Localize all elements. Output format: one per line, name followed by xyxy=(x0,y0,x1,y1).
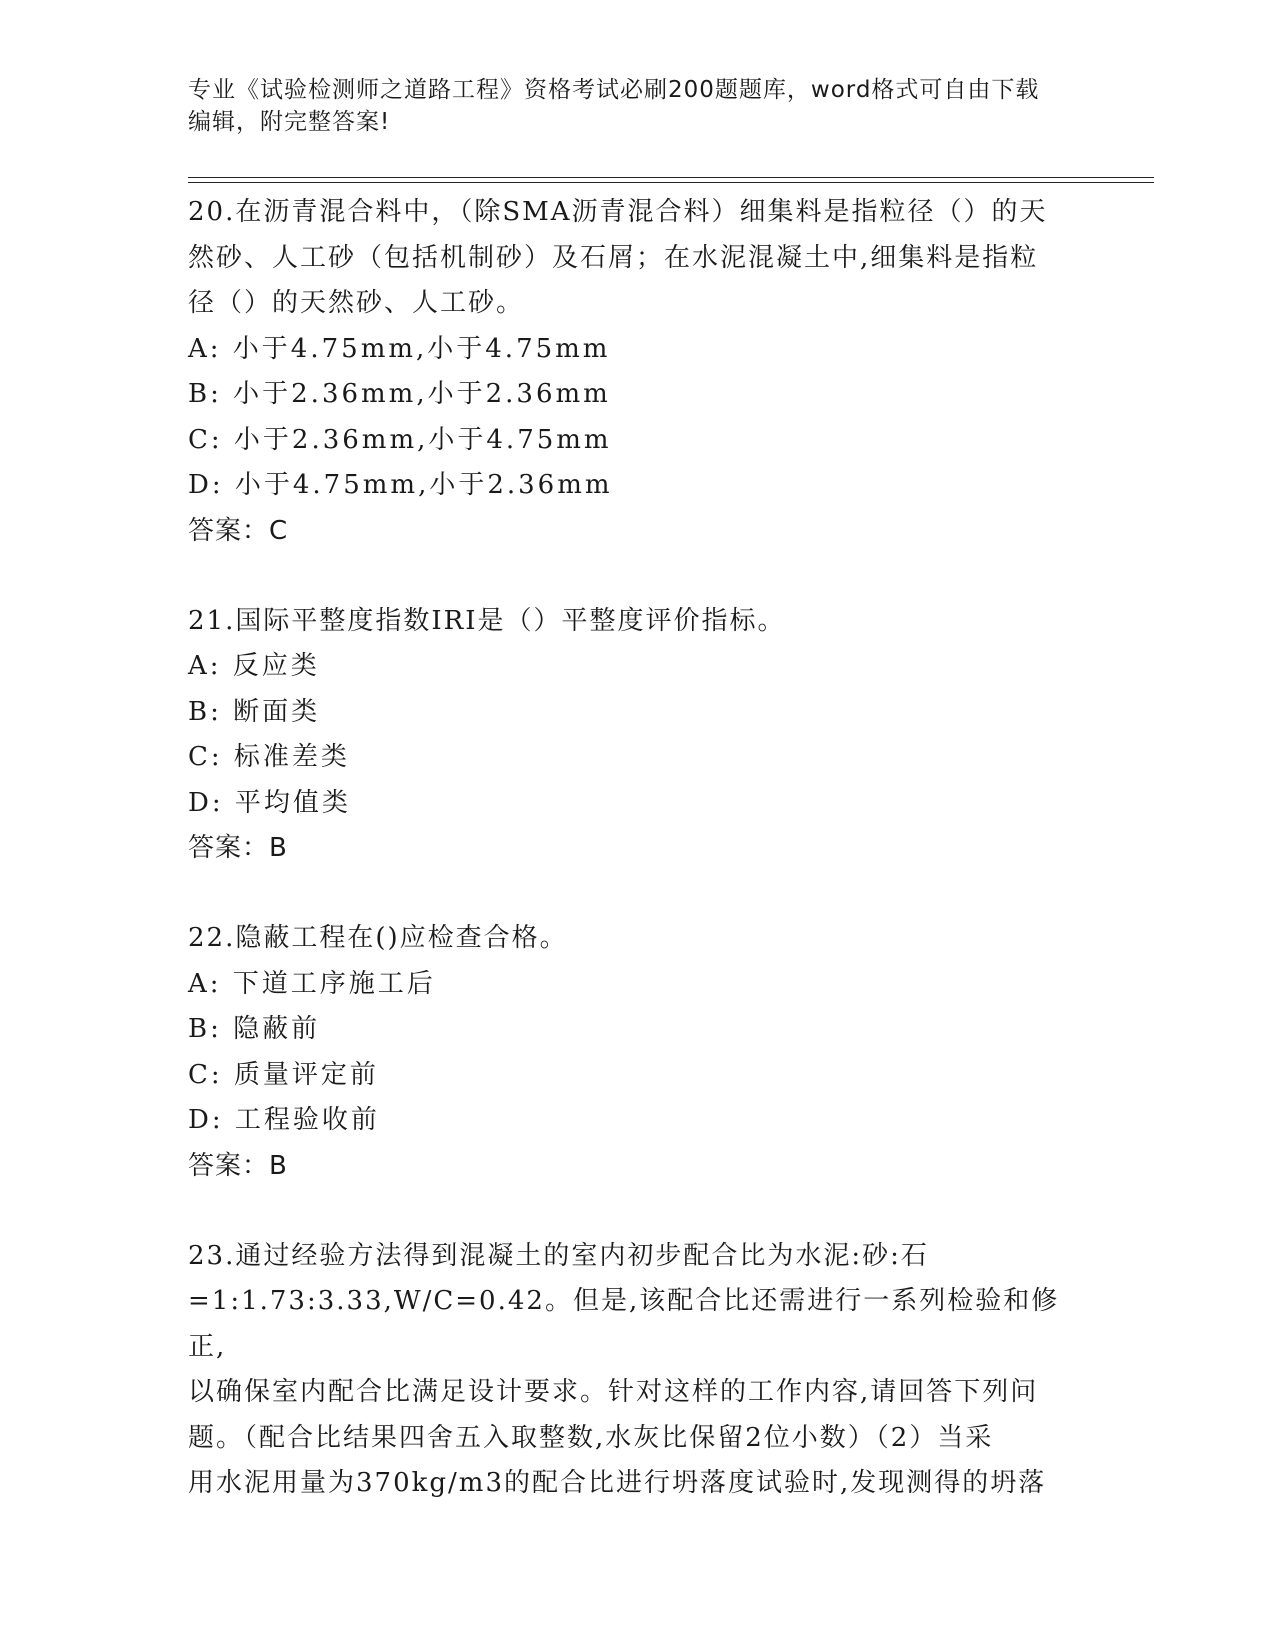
question-stem-line: 用水泥用量为370kg/m3的配合比进行坍落度试验时,发现测得的坍落 xyxy=(188,1468,1047,1498)
header-line-1: 专业《试验检测师之道路工程》资格考试必刷200题题库，word格式可自由下载 xyxy=(188,77,1040,103)
question-stem-line: 21.国际平整度指数IRI是（）平整度评价指标。 xyxy=(188,605,786,636)
option-a: A: 小于4.75mm,小于4.75mm xyxy=(188,333,611,364)
answer-line: 答案：C xyxy=(188,515,289,546)
question-20 xyxy=(188,190,1088,554)
option-c: C: 小于2.36mm,小于4.75mm xyxy=(188,424,612,455)
question-stem-line: 20.在沥青混合料中，（除SMA沥青混合料）细集料是指粒径（）的天 xyxy=(188,197,1048,227)
question-stem-line: 径（）的天然砂、人工砂。 xyxy=(188,288,525,318)
header-divider-top xyxy=(188,177,1154,178)
answer-line: 答案：B xyxy=(188,833,288,863)
document-header xyxy=(188,74,1088,138)
question-list xyxy=(188,190,1088,1552)
header-divider-bottom xyxy=(188,182,1154,183)
option-d: D: 平均值类 xyxy=(188,787,351,818)
option-c: C: 标准差类 xyxy=(188,742,350,772)
question-stem-line: =1:1.73:3.33,W/C=0.42。但是,该配合比还需进行一系列检验和修正, xyxy=(188,1286,1060,1362)
question-stem-line: 22.隐蔽工程在()应检查合格。 xyxy=(188,923,568,953)
question-stem-line: 然砂、人工砂（包括机制砂）及石屑；在水泥混凝土中,细集料是指粒 xyxy=(188,242,1039,273)
question-stem-line: 23.通过经验方法得到混凝土的室内初步配合比为水泥:砂:石 xyxy=(188,1240,929,1271)
question-stem-line: 题。（配合比结果四舍五入取整数,水灰比保留2位小数）（2）当采 xyxy=(188,1422,994,1453)
option-a: A: 反应类 xyxy=(188,651,320,681)
option-b: B: 小于2.36mm,小于2.36mm xyxy=(188,379,611,409)
question-23 xyxy=(188,1234,1088,1507)
option-b: B: 隐蔽前 xyxy=(188,1014,321,1044)
option-d: D: 工程验收前 xyxy=(188,1105,380,1135)
question-21 xyxy=(188,599,1088,872)
option-a: A: 下道工序施工后 xyxy=(188,968,436,999)
option-d: D: 小于4.75mm,小于2.36mm xyxy=(188,470,613,500)
option-b: B: 断面类 xyxy=(188,696,321,727)
question-22 xyxy=(188,916,1088,1189)
question-stem-line: 以确保室内配合比满足设计要求。针对这样的工作内容,请回答下列问 xyxy=(188,1377,1039,1407)
answer-line: 答案：B xyxy=(188,1150,288,1181)
option-c: C: 质量评定前 xyxy=(188,1059,379,1090)
header-line-2: 编辑，附完整答案! xyxy=(188,109,391,135)
